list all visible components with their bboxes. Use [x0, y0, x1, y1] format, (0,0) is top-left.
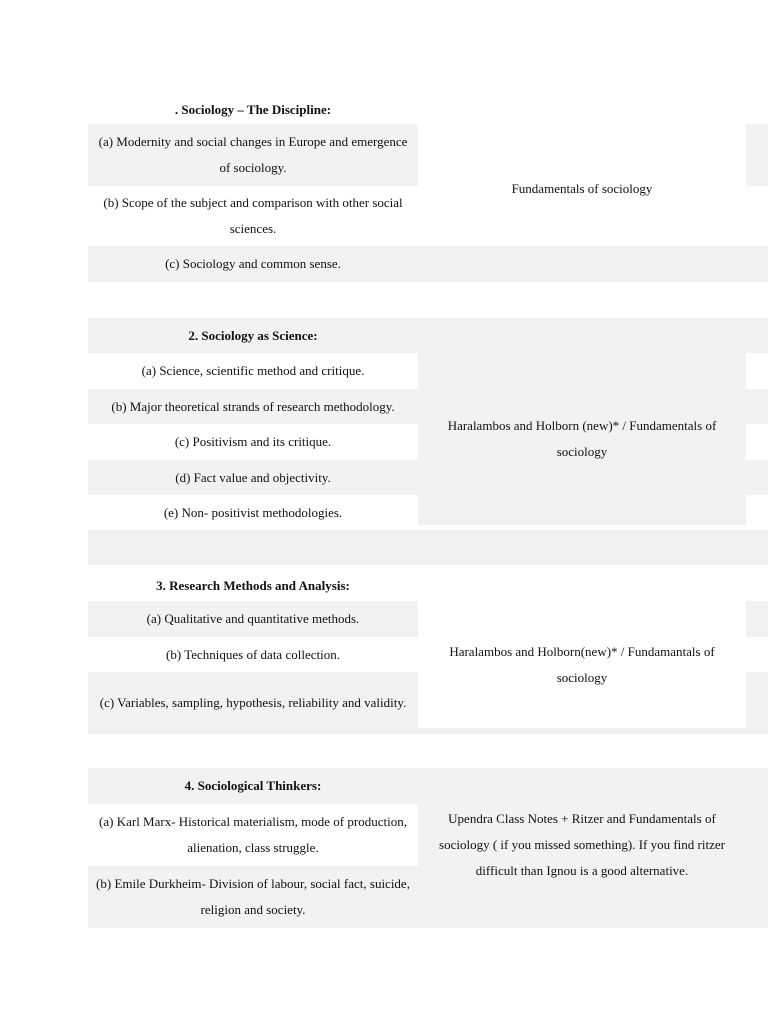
- section-3-item-a: (a) Qualitative and quantitative methods.: [88, 601, 418, 637]
- edge-shade: [746, 124, 768, 186]
- section-2-item-d: (d) Fact value and objectivity.: [88, 460, 418, 495]
- section-1-resource-text: Fundamentals of sociology: [511, 181, 653, 196]
- section-2-item-b: (b) Major theoretical strands of research methodology.: [88, 389, 418, 424]
- section-2-title: 2. Sociology as Science:: [88, 318, 418, 353]
- edge-shade: [746, 389, 768, 424]
- section-3-item-b: (b) Techniques of data collection.: [88, 637, 418, 672]
- section-2-item-e: (e) Non- positivist methodologies.: [88, 495, 418, 530]
- section-4-resource: Upendra Class Notes + Ritzer and Fundamentals of sociology ( if you missed something). If you find ritzer difficult than Ignou is a good alternative.: [439, 811, 725, 878]
- section-3-item-c: (c) Variables, sampling, hypothesis, reliability and validity.: [88, 672, 418, 734]
- edge-shade: [746, 460, 768, 495]
- section-2-item-a: (a) Science, scientific method and critique.: [88, 353, 418, 389]
- edge-shade: [746, 246, 768, 282]
- section-1-title: . Sociology – The Discipline:: [88, 96, 418, 124]
- section-3-title: 3. Research Methods and Analysis:: [88, 571, 418, 601]
- section-1-item-c: (c) Sociology and common sense.: [88, 246, 418, 282]
- section-2-resource: Haralambos and Holborn (new)* / Fundamentals of sociology: [447, 418, 717, 459]
- section-2-item-c: (c) Positivism and its critique.: [88, 424, 418, 460]
- section-1-item-b: (b) Scope of the subject and comparison with other social sciences.: [88, 186, 418, 246]
- section-3-resource: Haralambos and Holborn(new)* / Fundamantals of sociology: [449, 643, 715, 685]
- section-4-title: 4. Sociological Thinkers:: [88, 768, 418, 804]
- section-4-item-b: (b) Emile Durkheim- Division of labour, social fact, suicide, religion and society.: [88, 866, 418, 928]
- section-2-footer-band: [88, 530, 768, 565]
- section-3-footer-band: [88, 728, 768, 734]
- section-4-item-a: (a) Karl Marx- Historical materialism, mode of production, alienation, class struggle.: [88, 804, 418, 866]
- section-1-item-a: (a) Modernity and social changes in Europe and emergence of sociology.: [88, 124, 418, 186]
- edge-shade: [746, 672, 768, 728]
- edge-shade: [746, 804, 768, 928]
- edge-shade: [746, 601, 768, 637]
